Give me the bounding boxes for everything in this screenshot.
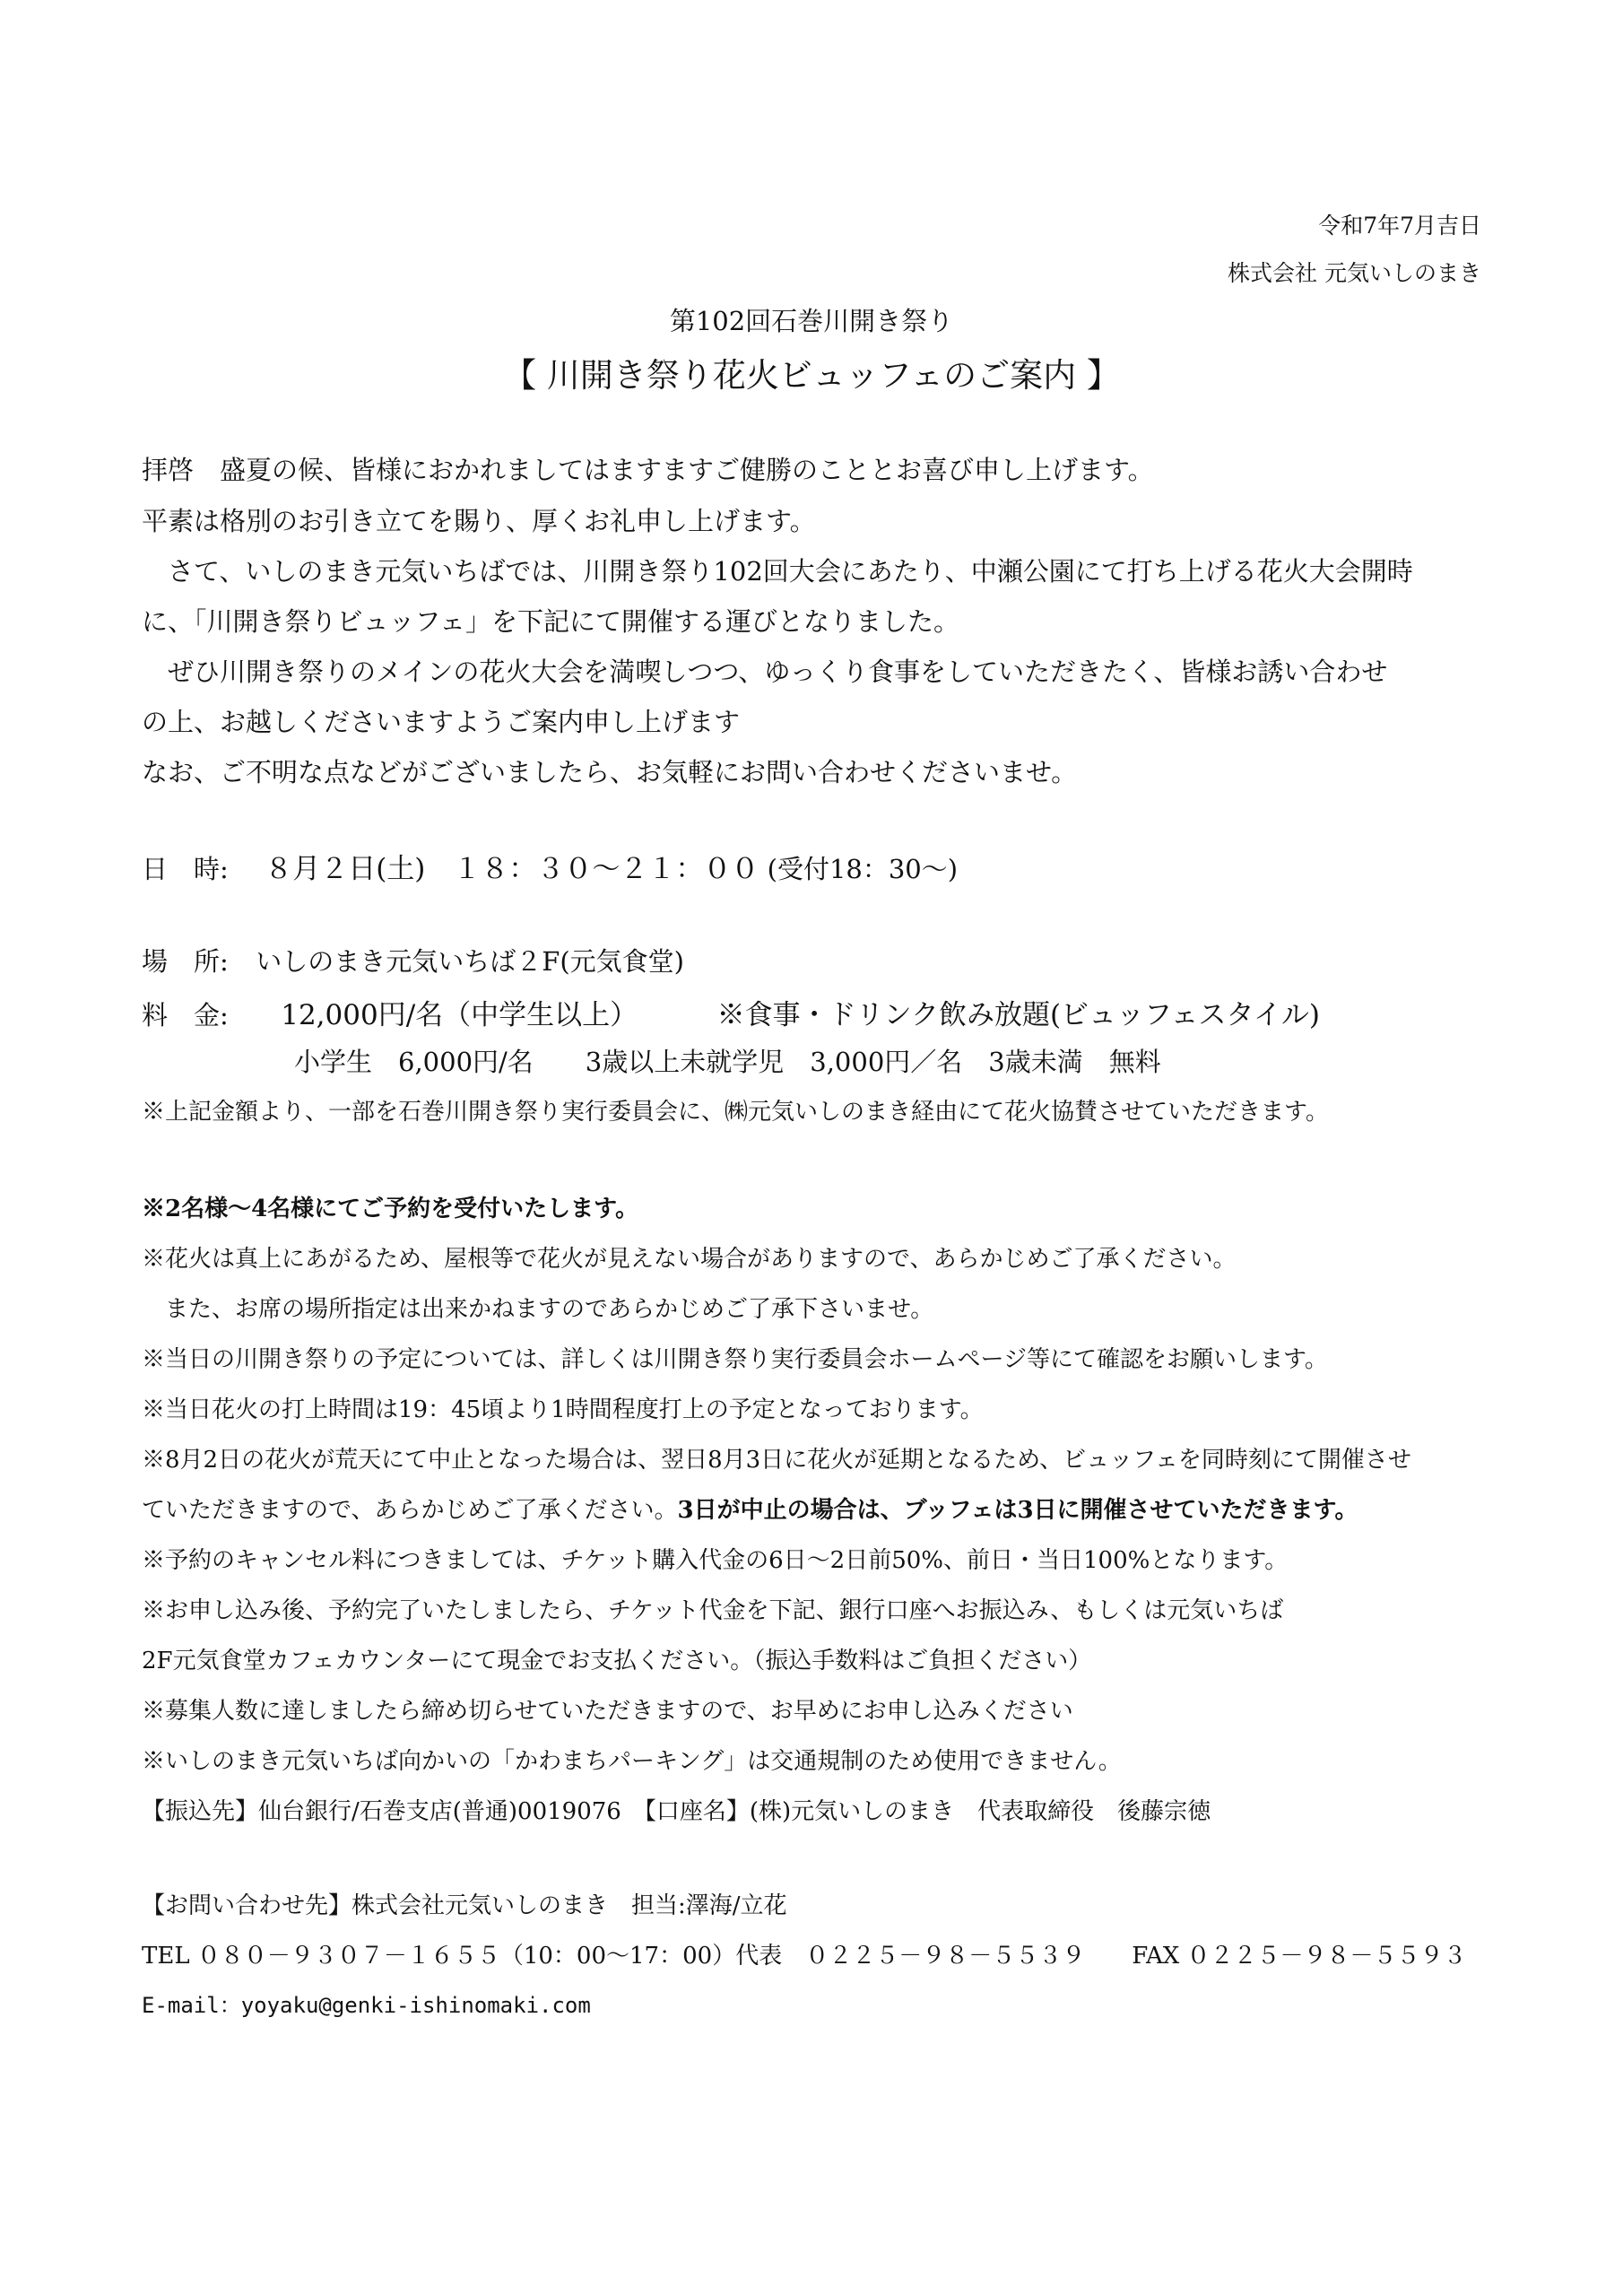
datetime-note: (受付18：30～)	[767, 854, 959, 884]
greeting-line-1: 拝啓 盛夏の候、皆様におかれましてはますますご健勝のこととお喜び申し上げます。	[142, 455, 1154, 485]
place-value: いしのまき元気いちば２F(元気食堂)	[256, 946, 684, 977]
greeting-line-4: に、「川開き祭りビュッフェ」を下記にて開催する運びとなりました。	[142, 606, 960, 637]
note-line-3: ※当日の川開き祭りの予定については、詳しくは川開き祭り実行委員会ホームページ等にて確認をお願いします。	[142, 1346, 1328, 1373]
reservation-note: ※2名様～4名様にてご予約を受付いたします。	[142, 1196, 639, 1222]
datetime-label: 日 時:	[142, 854, 229, 884]
note-line-4: ※当日花火の打上時間は19：45頃より1時間程度打上の予定となっております。	[142, 1396, 984, 1423]
note-line-8: ※お申し込み後、予約完了いたしましたら、チケット代金を下記、銀行口座へお振込み、もしくは元気いちば	[142, 1597, 1284, 1624]
note-line-7: ※予約のキャンセル料につきましては、チケット購入代金の6日～2日前50%、前日・当日100%となります。	[142, 1547, 1289, 1574]
note-line-6-text: ていただきますので、あらかじめご了承ください。	[142, 1497, 678, 1524]
fee-adult: 12,000円/名（中学生以上）	[281, 999, 638, 1031]
contact-tel: TEL ０８０－９３０７－１６５５（10：00～17：00）代表 ０２２５－９８－５５３９ FAX ０２２５－９８－５５９３	[142, 1943, 1467, 1970]
greeting-line-7: なお、ご不明な点などがございましたら、お気軽にお問い合わせくださいませ。	[142, 757, 1078, 787]
note-line-9: 2F元気食堂カフェカウンターにて現金でお支払ください。（振込手数料はご負担ください）	[142, 1648, 1092, 1674]
page-title: 【 川開き祭り花火ビュッフェのご案内 】	[503, 356, 1120, 395]
note-line-5: ※8月2日の花火が荒天にて中止となった場合は、翌日8月3日に花火が延期となるため、ビュッフェを同時刻にて開催させ	[142, 1447, 1411, 1474]
note-line-6	[142, 1492, 1358, 1525]
note-line-2: また、お席の場所指定は出来かねますのであらかじめご了承下さいませ。	[142, 1296, 934, 1323]
note-line-11: ※いしのまき元気いちば向かいの「かわまちパーキング」は交通規制のため使用できません。	[142, 1748, 1122, 1775]
bank-info: 【振込先】仙台銀行/石巻支店(普通)0019076 【口座名】(株)元気いしのまき 代表取締役 後藤宗徳	[142, 1798, 1211, 1825]
fee-label: 料 金:	[142, 1000, 229, 1031]
greeting-line-2: 平素は格別のお引き立てを賜り、厚くお礼申し上げます。	[142, 506, 816, 536]
note-line-10: ※募集人数に達しましたら締め切らせていただきますので、お早めにお申し込みください	[142, 1698, 1073, 1725]
issue-date: 令和7年7月吉日	[1318, 213, 1481, 239]
note-line-6-bold: 3日が中止の場合は、ブッフェは3日に開催させていただきます。	[677, 1497, 1358, 1524]
company-name: 株式会社 元気いしのまき	[1228, 260, 1481, 286]
contact-email: E-mail：yoyaku@genki-ishinomaki.com	[142, 1993, 591, 2018]
contact-inquiry: 【お問い合わせ先】株式会社元気いしのまき 担当:澤海/立花	[142, 1892, 787, 1919]
event-subtitle: 第102回石巻川開き祭り	[669, 306, 954, 336]
place-label: 場 所:	[142, 946, 229, 977]
fee-included-note: ※食事・ドリンク飲み放題(ビュッフェスタイル)	[716, 999, 1320, 1031]
greeting-line-6: の上、お越しくださいますようご案内申し上げます	[142, 707, 741, 737]
datetime-row	[142, 846, 958, 886]
fee-child-row: 小学生 6,000円/名 3歳以上未就学児 3,000円／名 3歳未満 無料	[294, 1047, 1161, 1077]
greeting-line-3: さて、いしのまき元気いちばでは、川開き祭り102回大会にあたり、中瀬公園にて打ち上げる花火大会開時	[142, 556, 1413, 587]
place-row	[142, 942, 684, 978]
greeting-line-5: ぜひ川開き祭りのメインの花火大会を満喫しつつ、ゆっくり食事をしていただきたく、皆様お誘い合わせ	[142, 657, 1388, 687]
datetime-value: ８月２日(土) １８：３０～２１：００	[265, 853, 759, 885]
sponsor-note: ※上記金額より、一部を石巻川開き祭り実行委員会に、㈱元気いしのまき経由にて花火協賛させていただきます。	[142, 1099, 1329, 1126]
note-line-1: ※花火は真上にあがるため、屋根等で花火が見えない場合がありますので、あらかじめご了承ください。	[142, 1246, 1237, 1273]
fee-row	[142, 992, 1320, 1032]
